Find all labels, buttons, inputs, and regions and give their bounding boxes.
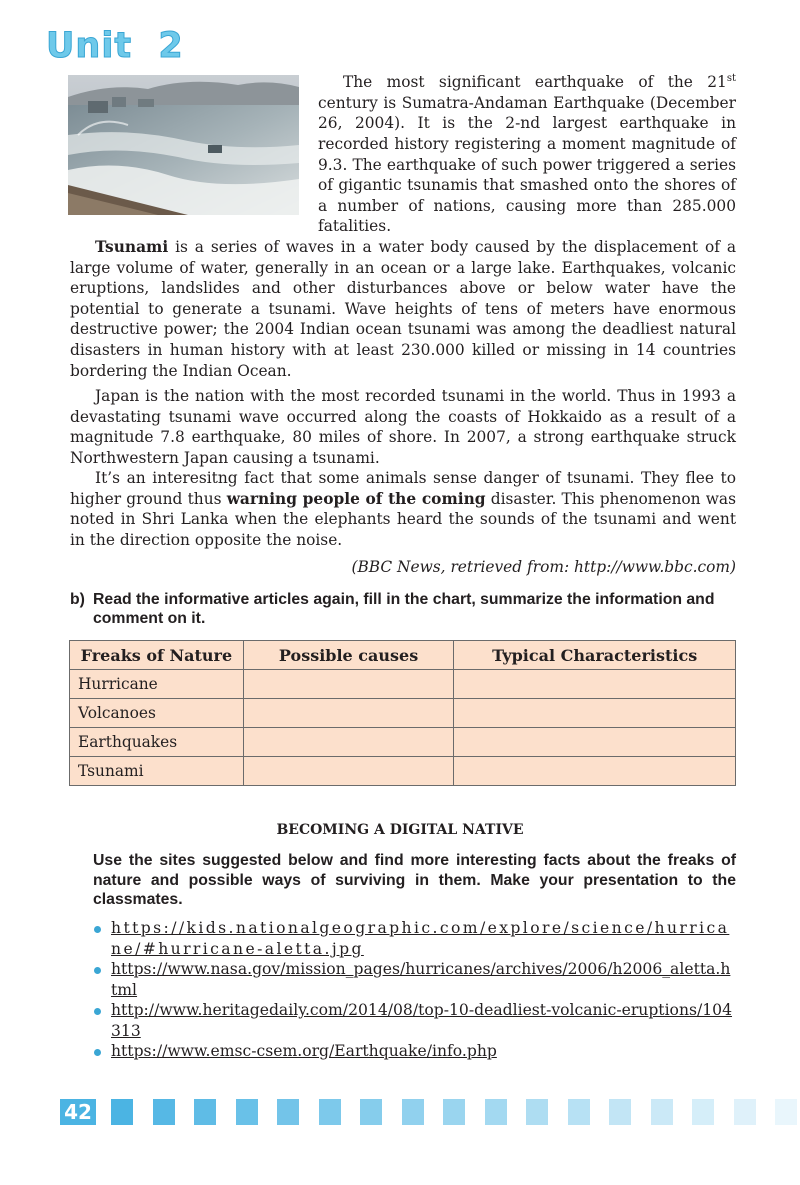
footer-square	[277, 1099, 299, 1125]
section-title: BECOMING A DIGITAL NATIVE	[276, 822, 524, 838]
footer-square	[153, 1099, 175, 1125]
header-typical-characteristics: Typical Characteristics	[454, 641, 736, 670]
footer-square	[360, 1099, 382, 1125]
header-freaks-of-nature: Freaks of Nature	[70, 641, 244, 670]
resource-link[interactable]: https://www.emsc-csem.org/Earthquake/info.php	[111, 1042, 497, 1060]
resource-link[interactable]: http://www.heritagedaily.com/2014/08/top-10-deadliest-volcanic-eruptions/104313	[111, 1001, 733, 1040]
footer-square	[485, 1099, 507, 1125]
task-letter: b)	[70, 591, 85, 608]
footer-square	[568, 1099, 590, 1125]
table-row	[70, 670, 736, 699]
tsunami-photo	[68, 75, 299, 215]
intro-paragraph: The most significant earthquake of the 21st century is Sumatra-Andaman Earthquake (December 26, 2004). It is the 2-nd largest earthquake in recorded history registering a moment magnitude of 9.3. The earthquake of such power triggered a series of gigantic tsunamis that smashed onto the shores of a number of nations, causing more than 285.000 fatalities.	[318, 73, 736, 236]
resource-link[interactable]: https://kids.nationalgeographic.com/explore/science/hurricane/#hurricane-aletta.jpg	[111, 919, 730, 958]
table-cell-characteristics[interactable]	[454, 757, 736, 786]
table-cell-characteristics[interactable]	[454, 699, 736, 728]
resource-links-list	[93, 918, 736, 1062]
table-cell-nature: Hurricane	[70, 670, 244, 699]
tsunami-term: Tsunami	[95, 238, 169, 256]
list-item	[93, 959, 736, 1000]
footer-square	[194, 1099, 216, 1125]
freaks-of-nature-chart	[69, 640, 736, 786]
animals-paragraph: It’s an interesitng fact that some animals sense danger of tsunami. They flee to higher ground thus warning people of the coming disaster. This phenomenon was noted in Shri Lanka when the elephants heard the sounds of the tsunami and went in the direction opposite the noise.	[70, 469, 736, 549]
page-number: 42	[60, 1099, 96, 1125]
task-text: Read the informative articles again, fill in the chart, summarize the information and comment on it.	[93, 591, 715, 627]
table-cell-characteristics[interactable]	[454, 670, 736, 699]
list-item	[93, 1000, 736, 1041]
table-cell-causes[interactable]	[243, 670, 454, 699]
table-cell-causes[interactable]	[243, 757, 454, 786]
table-row	[70, 728, 736, 757]
list-item	[93, 1041, 736, 1062]
table-row	[70, 757, 736, 786]
footer-square	[319, 1099, 341, 1125]
footer-square	[692, 1099, 714, 1125]
tsunami-paragraph: Tsunami is a series of waves in a water body caused by the displacement of a large volume of water, generally in an ocean or a large lake. Earthquakes, volcanic eruptions, landslides and other disturbances above or below water have the potential to generate a tsunami. Wave heights of tens of meters have enormous destructive power; the 2004 Indian ocean tsunami was among the deadliest natural disasters in human history with at least 230.000 killed or missing in 14 countries bordering the Indian Ocean.	[70, 238, 736, 380]
footer-square	[651, 1099, 673, 1125]
digital-native-instruction: Use the sites suggested below and find more interesting facts about the freaks of nature and possible ways of surviving in them. Make your presentation to the classmates.	[93, 852, 736, 908]
table-cell-causes[interactable]	[243, 728, 454, 757]
table-cell-characteristics[interactable]	[454, 728, 736, 757]
japan-paragraph: Japan is the nation with the most recorded tsunami in the world. Thus in 1993 a devastating tsunami wave occurred along the coasts of Hokkaido as a result of a magnitude 7.8 earthquake, 80 miles of shore. In 2007, a strong earthquake struck Northwestern Japan causing a tsunami.	[70, 387, 736, 467]
footer-square	[402, 1099, 424, 1125]
table-cell-nature: Volcanoes	[70, 699, 244, 728]
footer-square	[111, 1099, 133, 1125]
header-possible-causes: Possible causes	[243, 641, 454, 670]
table-row	[70, 699, 736, 728]
table-cell-nature: Earthquakes	[70, 728, 244, 757]
footer-square	[775, 1099, 797, 1125]
table-cell-causes[interactable]	[243, 699, 454, 728]
resource-link[interactable]: https://www.nasa.gov/mission_pages/hurricanes/archives/2006/h2006_aletta.html	[111, 960, 731, 999]
list-item	[93, 918, 736, 959]
footer-square	[236, 1099, 258, 1125]
task-b	[70, 590, 736, 628]
table-cell-nature: Tsunami	[70, 757, 244, 786]
footer-square	[609, 1099, 631, 1125]
table-header-row	[70, 641, 736, 670]
footer-square	[526, 1099, 548, 1125]
footer-square	[443, 1099, 465, 1125]
unit-title: Unit 2	[46, 26, 184, 66]
source-citation: (BBC News, retrieved from: http://www.bbc.com)	[351, 558, 736, 576]
tsunami-photo-illustration	[68, 75, 299, 215]
footer-square	[734, 1099, 756, 1125]
